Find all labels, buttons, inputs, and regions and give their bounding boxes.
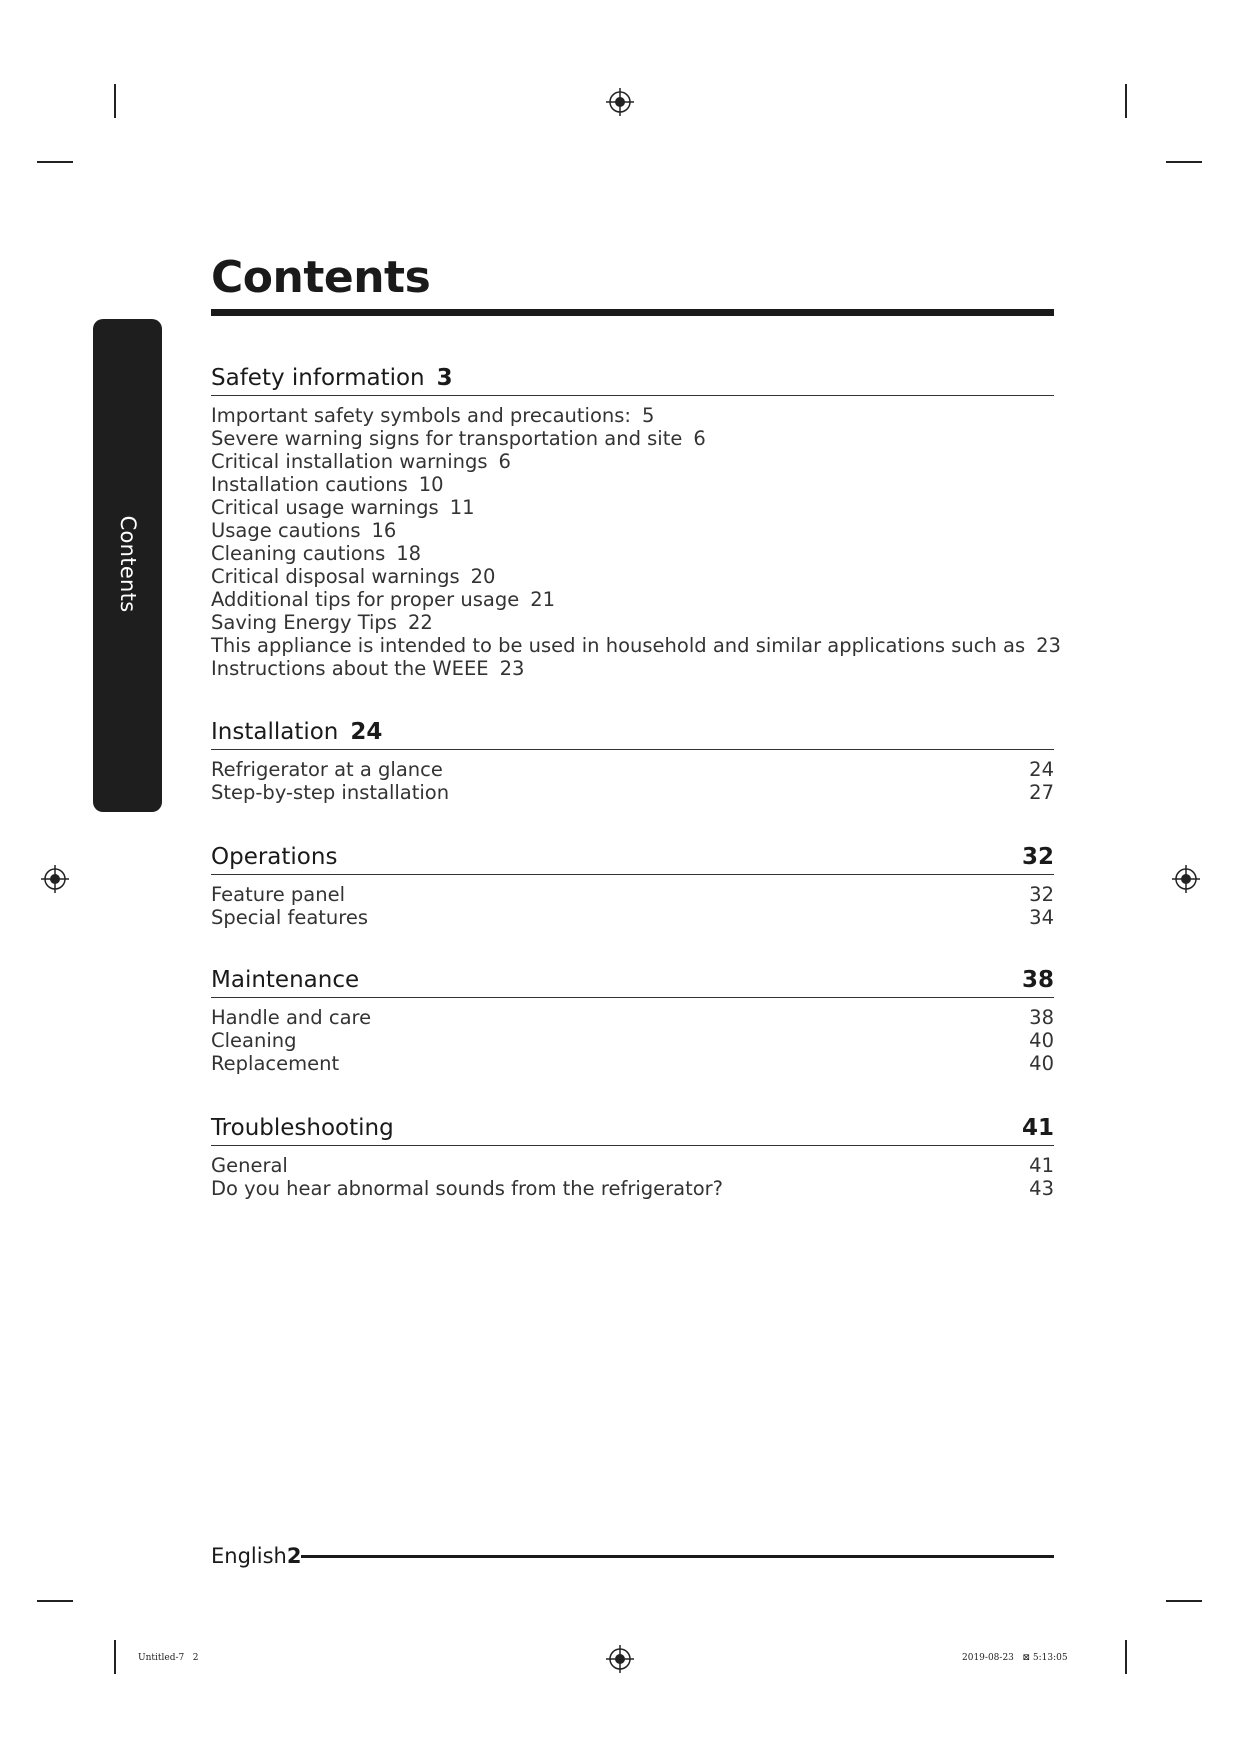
toc-item[interactable]: [211, 404, 1054, 427]
toc-item[interactable]: [211, 634, 1061, 657]
toc-item-page: 18: [396, 542, 422, 565]
toc-item-label: Special features: [211, 906, 369, 929]
toc-item[interactable]: [211, 588, 1054, 611]
section-heading-page: 24: [350, 719, 383, 745]
toc-item[interactable]: [211, 1052, 1054, 1075]
toc-item-label: Saving Energy Tips: [211, 611, 397, 634]
toc-item-label: Severe warning signs for transportation and site: [211, 427, 683, 450]
crop-mark-left-lower: [37, 1600, 73, 1602]
toc-item-page: 23: [1036, 634, 1061, 657]
section-items: [211, 883, 1054, 929]
toc-item-label: Critical disposal warnings: [211, 565, 460, 588]
toc-item[interactable]: [211, 906, 1054, 929]
crop-mark-top-right: [1125, 84, 1127, 118]
toc-item[interactable]: [211, 657, 1054, 680]
toc-item-page: 10: [418, 473, 444, 496]
toc-item-label: Handle and care: [211, 1006, 372, 1029]
section-heading-label: Operations: [211, 844, 338, 870]
toc-item-page: 27: [1029, 781, 1054, 804]
toc-item[interactable]: [211, 1006, 1054, 1029]
toc-item-label: Usage cautions: [211, 519, 361, 542]
footer-page-number: 2: [286, 1544, 302, 1568]
toc-item[interactable]: [211, 758, 1054, 781]
toc-item[interactable]: [211, 496, 1054, 519]
section-installation: [211, 719, 1054, 804]
toc-item[interactable]: [211, 450, 1054, 473]
section-heading[interactable]: [211, 1115, 1054, 1146]
side-tab: [93, 319, 162, 812]
footer-rule: [301, 1555, 1054, 1558]
toc-item[interactable]: [211, 519, 1054, 542]
section-items: [211, 1006, 1054, 1075]
section-items: [211, 404, 1061, 680]
toc-item-label: Do you hear abnormal sounds from the refrigerator?: [211, 1177, 724, 1200]
title-rule: [211, 309, 1054, 316]
section-heading[interactable]: [211, 719, 1054, 750]
toc-item-page: 38: [1029, 1006, 1054, 1029]
section-heading-label: Safety information: [211, 365, 425, 391]
toc-item[interactable]: [211, 542, 1054, 565]
crop-mark-bottom-left: [114, 1640, 116, 1674]
section-heading-label: Installation: [211, 719, 339, 745]
toc-item[interactable]: [211, 611, 1054, 634]
footer-language: English: [211, 1544, 287, 1568]
page-title: Contents: [211, 252, 431, 303]
toc-item-label: General: [211, 1154, 288, 1177]
toc-item[interactable]: [211, 565, 1054, 588]
section-troubleshooting: [211, 1115, 1054, 1200]
print-slug-timestamp: 2019-08-23 ⊠ 5:13:05: [962, 1653, 1068, 1663]
section-heading[interactable]: [211, 365, 1054, 396]
toc-item-page: 40: [1029, 1052, 1054, 1075]
toc-item[interactable]: [211, 781, 1054, 804]
crop-mark-bottom-right: [1125, 1640, 1127, 1674]
toc-item-page: 6: [693, 427, 706, 450]
toc-item-label: Critical installation warnings: [211, 450, 488, 473]
registration-mark-icon: [606, 88, 634, 116]
toc-item-label: Additional tips for proper usage: [211, 588, 520, 611]
toc-item-page: 20: [470, 565, 496, 588]
toc-item[interactable]: [211, 883, 1054, 906]
registration-mark-icon: [1172, 865, 1200, 893]
toc-item-page: 34: [1029, 906, 1054, 929]
print-slug-file: Untitled-7 2: [138, 1653, 199, 1663]
toc-item[interactable]: [211, 1029, 1054, 1052]
section-heading-label: Maintenance: [211, 967, 360, 993]
section-maintenance: [211, 967, 1054, 1075]
toc-item-label: Important safety symbols and precautions:: [211, 404, 631, 427]
toc-item-page: 40: [1029, 1029, 1054, 1052]
section-operations: [211, 844, 1054, 929]
section-heading-label: Troubleshooting: [211, 1115, 394, 1141]
toc-item-label: Step-by-step installation: [211, 781, 450, 804]
section-heading-page: 3: [436, 365, 453, 391]
toc-item-page: 21: [530, 588, 556, 611]
toc-item-page: 6: [498, 450, 511, 473]
toc-item-label: Replacement: [211, 1052, 340, 1075]
section-safety-information: [211, 365, 1061, 680]
toc-item-label: Cleaning cautions: [211, 542, 386, 565]
section-heading-page: 41: [1021, 1115, 1054, 1141]
toc-item[interactable]: [211, 1177, 1054, 1200]
toc-item-page: 41: [1029, 1154, 1054, 1177]
toc-item[interactable]: [211, 427, 1054, 450]
crop-mark-right-upper: [1166, 161, 1202, 163]
section-heading-page: 38: [1021, 967, 1054, 993]
toc-item-page: 43: [1029, 1177, 1054, 1200]
section-items: [211, 1154, 1054, 1200]
toc-item[interactable]: [211, 473, 1054, 496]
section-heading[interactable]: [211, 844, 1054, 875]
crop-mark-top-left: [114, 84, 116, 118]
registration-mark-icon: [41, 865, 69, 893]
side-tab-label: Contents: [115, 515, 140, 613]
section-heading[interactable]: [211, 967, 1054, 998]
registration-mark-icon: [606, 1645, 634, 1673]
section-heading-page: 32: [1021, 844, 1054, 870]
toc-item-page: 5: [641, 404, 655, 427]
toc-item-label: Installation cautions: [211, 473, 408, 496]
toc-item-page: 11: [449, 496, 475, 519]
toc-item[interactable]: [211, 1154, 1054, 1177]
toc-item-label: Refrigerator at a glance: [211, 758, 443, 781]
crop-mark-left-upper: [37, 161, 73, 163]
toc-item-label: Cleaning: [211, 1029, 297, 1052]
toc-item-page: 23: [499, 657, 525, 680]
crop-mark-right-lower: [1166, 1600, 1202, 1602]
toc-item-page: 22: [407, 611, 433, 634]
toc-item-page: 32: [1029, 883, 1054, 906]
footer-page-label: [211, 1544, 301, 1568]
toc-item-label: This appliance is intended to be used in household and similar applications such as: [211, 634, 1026, 657]
toc-item-label: Critical usage warnings: [211, 496, 439, 519]
toc-item-page: 16: [371, 519, 397, 542]
toc-item-label: Instructions about the WEEE: [211, 657, 489, 680]
section-items: [211, 758, 1054, 804]
toc-item-label: Feature panel: [211, 883, 345, 906]
toc-item-page: 24: [1029, 758, 1054, 781]
